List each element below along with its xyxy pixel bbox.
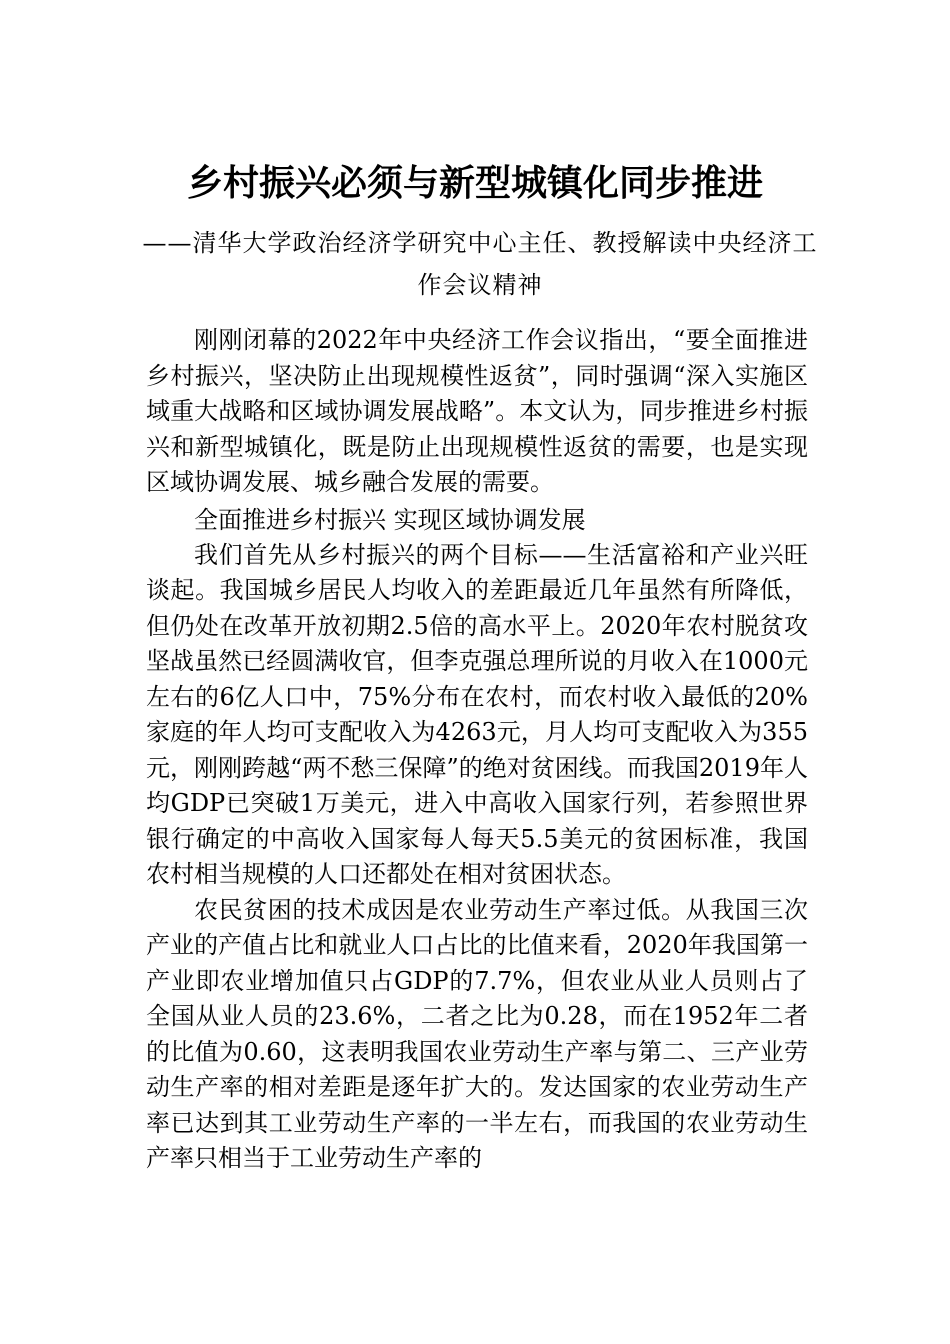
section-paragraph: 农民贫困的技术成因是农业劳动生产率过低。从我国三次产业的产值占比和就业人口占比的比值来看，2020年我国第一产业即农业增加值只占GDP的7.7%，但农业从业人员则占了全国从业人员的23.6%，二者之比为0.28，而在1952年二者的比值为0.60，这表明我国农业劳动生产率与第二、三产业劳动生产率的相对差距是逐年扩大的。发达国家的农业劳动生产率已达到其工业劳动生产率的一半左右，而我国的农业劳动生产率只相当于工业劳动生产率的 bbox=[146, 895, 808, 1172]
section-paragraph: 我们首先从乡村振兴的两个目标——生活富裕和产业兴旺谈起。我国城乡居民人均收入的差距最近几年虽然有所降低，但仍处在改革开放初期2.5倍的高水平上。2020年农村脱贫攻坚战虽然已经圆满收官，但李克强总理所说的月收入在1000元左右的6亿人口中，75%分布在农村，而农村收入最低的20%家庭的年人均可支配收入为4263元，月人均可支配收入为355元，刚刚跨越“两不愁三保障”的绝对贫困线。而我国2019年人均GDP已突破1万美元，进入中高收入国家行列，若参照世界银行确定的中高收入国家每人每天5.5美元的贫困标准，我国农村相当规模的人口还都处在相对贫困状态。 bbox=[146, 540, 808, 888]
section-heading: 全面推进乡村振兴 实现区域协调发展 bbox=[194, 505, 586, 534]
intro-paragraph: 刚刚闭幕的2022年中央经济工作会议指出，“要全面推进乡村振兴，坚决防止出现规模性返贫”，同时强调“深入实施区域重大战略和区域协调发展战略”。本文认为，同步推进乡村振兴和新型城镇化，既是防止出现规模性返贫的需要，也是实现区域协调发展、城乡融合发展的需要。 bbox=[146, 326, 808, 496]
document-subtitle: ——清华大学政治经济学研究中心主任、教授解读中央经济工作会议精神 bbox=[142, 229, 818, 299]
document-body bbox=[146, 323, 808, 1177]
document-title: 乡村振兴必须与新型城镇化同步推进 bbox=[186, 163, 763, 204]
